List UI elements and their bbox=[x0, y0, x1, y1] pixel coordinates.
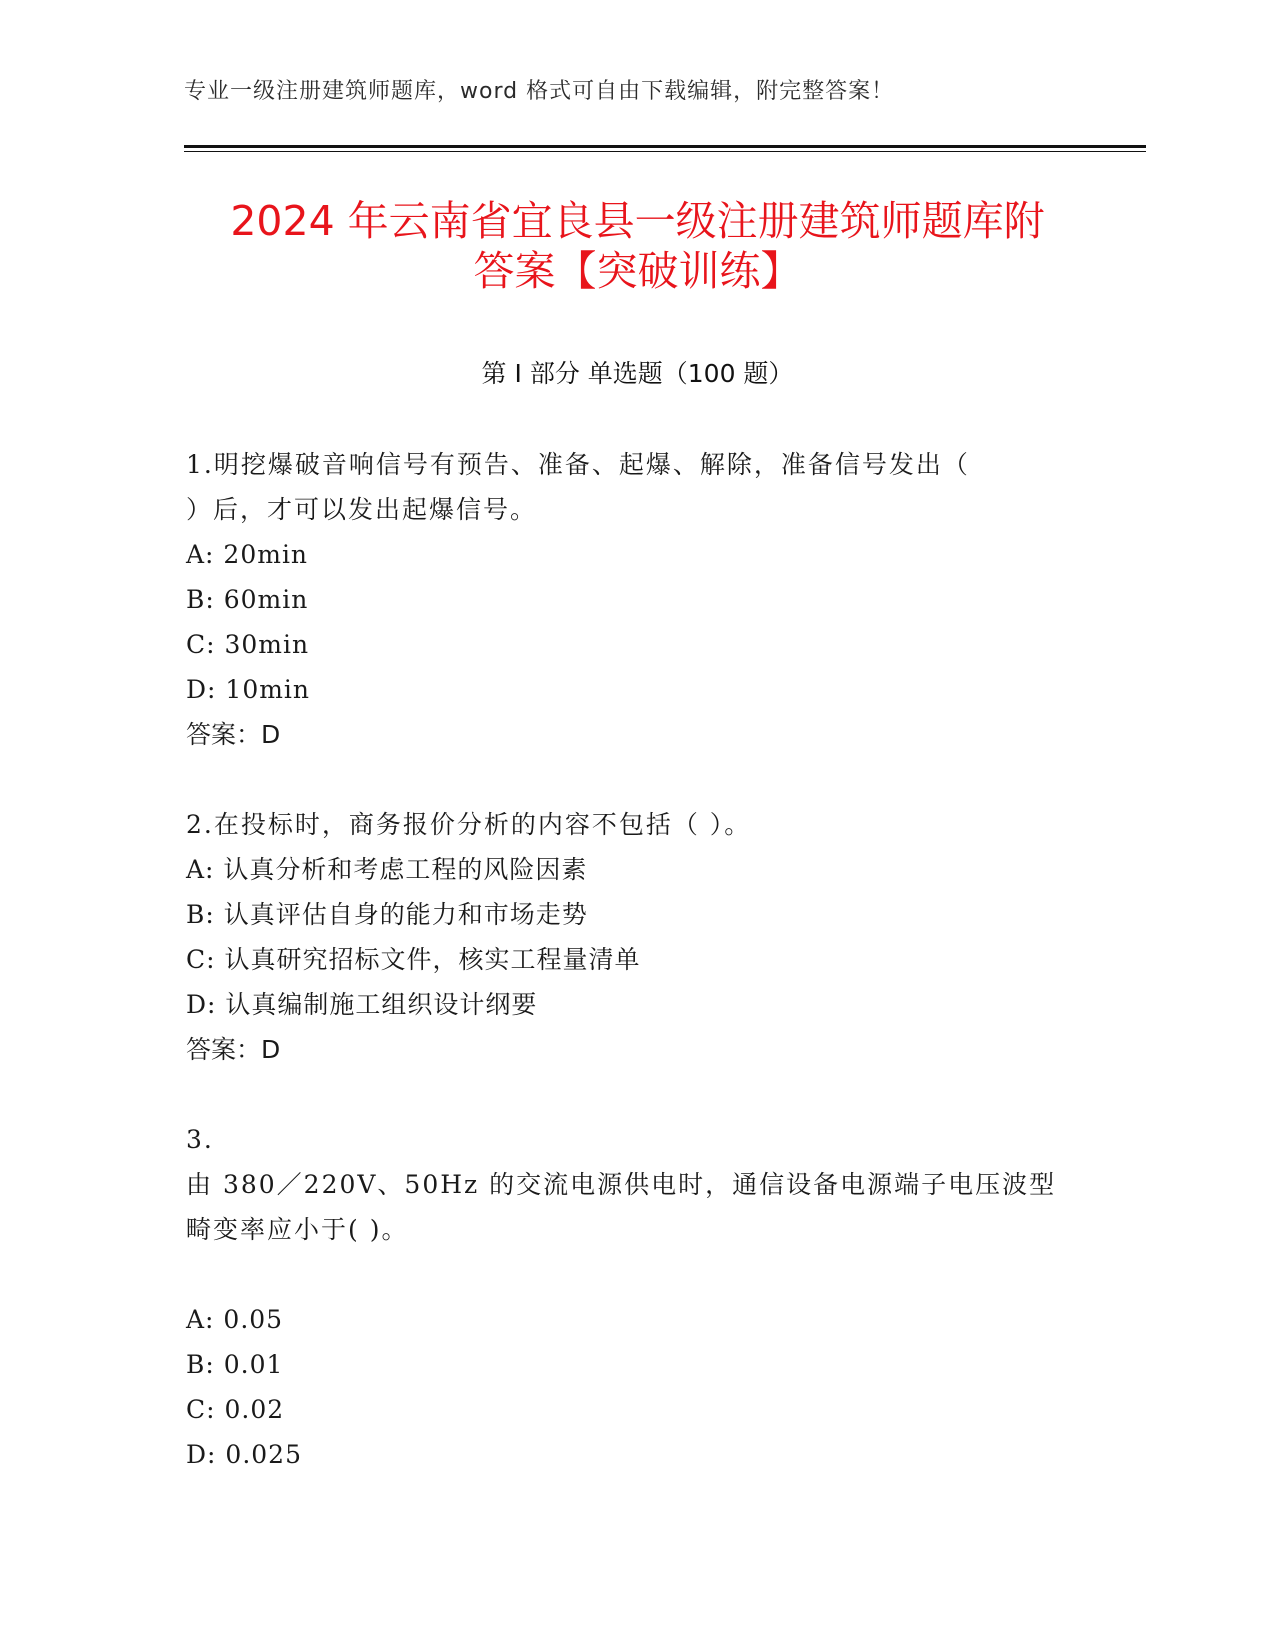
question-3-stem-line-2: 由 380／220V、50Hz 的交流电源供电时，通信设备电源端子电压波型 bbox=[186, 1170, 1057, 1199]
question-1-option-c: C: 30min bbox=[186, 630, 310, 659]
question-1-option-a: A: 20min bbox=[186, 540, 309, 569]
question-2 bbox=[186, 802, 1066, 1072]
question-spacer bbox=[186, 1072, 1066, 1117]
question-spacer bbox=[186, 757, 1066, 802]
header-rule-thin bbox=[184, 151, 1146, 152]
question-2-option-b: B: 认真评估自身的能力和市场走势 bbox=[186, 900, 588, 929]
stem-spacer bbox=[186, 1252, 1066, 1297]
question-2-option-a: A: 认真分析和考虑工程的风险因素 bbox=[186, 855, 588, 884]
section-heading: 第 I 部分 单选题（100 题） bbox=[481, 359, 794, 388]
question-1-answer: 答案：D bbox=[186, 720, 281, 749]
question-list bbox=[186, 442, 1066, 1477]
question-1-option-d: D: 10min bbox=[186, 675, 311, 704]
question-3-option-a: A: 0.05 bbox=[186, 1305, 284, 1334]
question-2-stem-line-1: 2.在投标时，商务报价分析的内容不包括（ ）。 bbox=[186, 810, 752, 839]
question-3 bbox=[186, 1117, 1066, 1477]
document-title bbox=[150, 196, 1125, 296]
title-line-1: 2024 年云南省宜良县一级注册建筑师题库附 bbox=[230, 197, 1045, 245]
question-3-option-c: C: 0.02 bbox=[186, 1395, 285, 1424]
question-3-option-d: D: 0.025 bbox=[186, 1440, 302, 1469]
question-2-option-c: C: 认真研究招标文件，核实工程量清单 bbox=[186, 945, 641, 974]
question-1-option-b: B: 60min bbox=[186, 585, 309, 614]
question-1 bbox=[186, 442, 1066, 757]
question-3-stem-line-1: 3. bbox=[186, 1125, 214, 1154]
header-note: 专业一级注册建筑师题库，word 格式可自由下载编辑，附完整答案！ bbox=[184, 79, 895, 104]
question-3-stem-line-3: 畸变率应小于( )。 bbox=[186, 1215, 409, 1244]
title-line-2: 答案【突破训练】 bbox=[473, 247, 802, 295]
question-2-answer: 答案：D bbox=[186, 1035, 281, 1064]
question-1-stem-line-2: ）后，才可以发出起爆信号。 bbox=[186, 495, 538, 524]
question-1-stem-line-1: 1.明挖爆破音响信号有预告、准备、起爆、解除，准备信号发出（ bbox=[186, 450, 970, 479]
question-3-option-b: B: 0.01 bbox=[186, 1350, 284, 1379]
question-2-option-d: D: 认真编制施工组织设计纲要 bbox=[186, 990, 538, 1019]
header-rule-thick bbox=[184, 145, 1146, 148]
